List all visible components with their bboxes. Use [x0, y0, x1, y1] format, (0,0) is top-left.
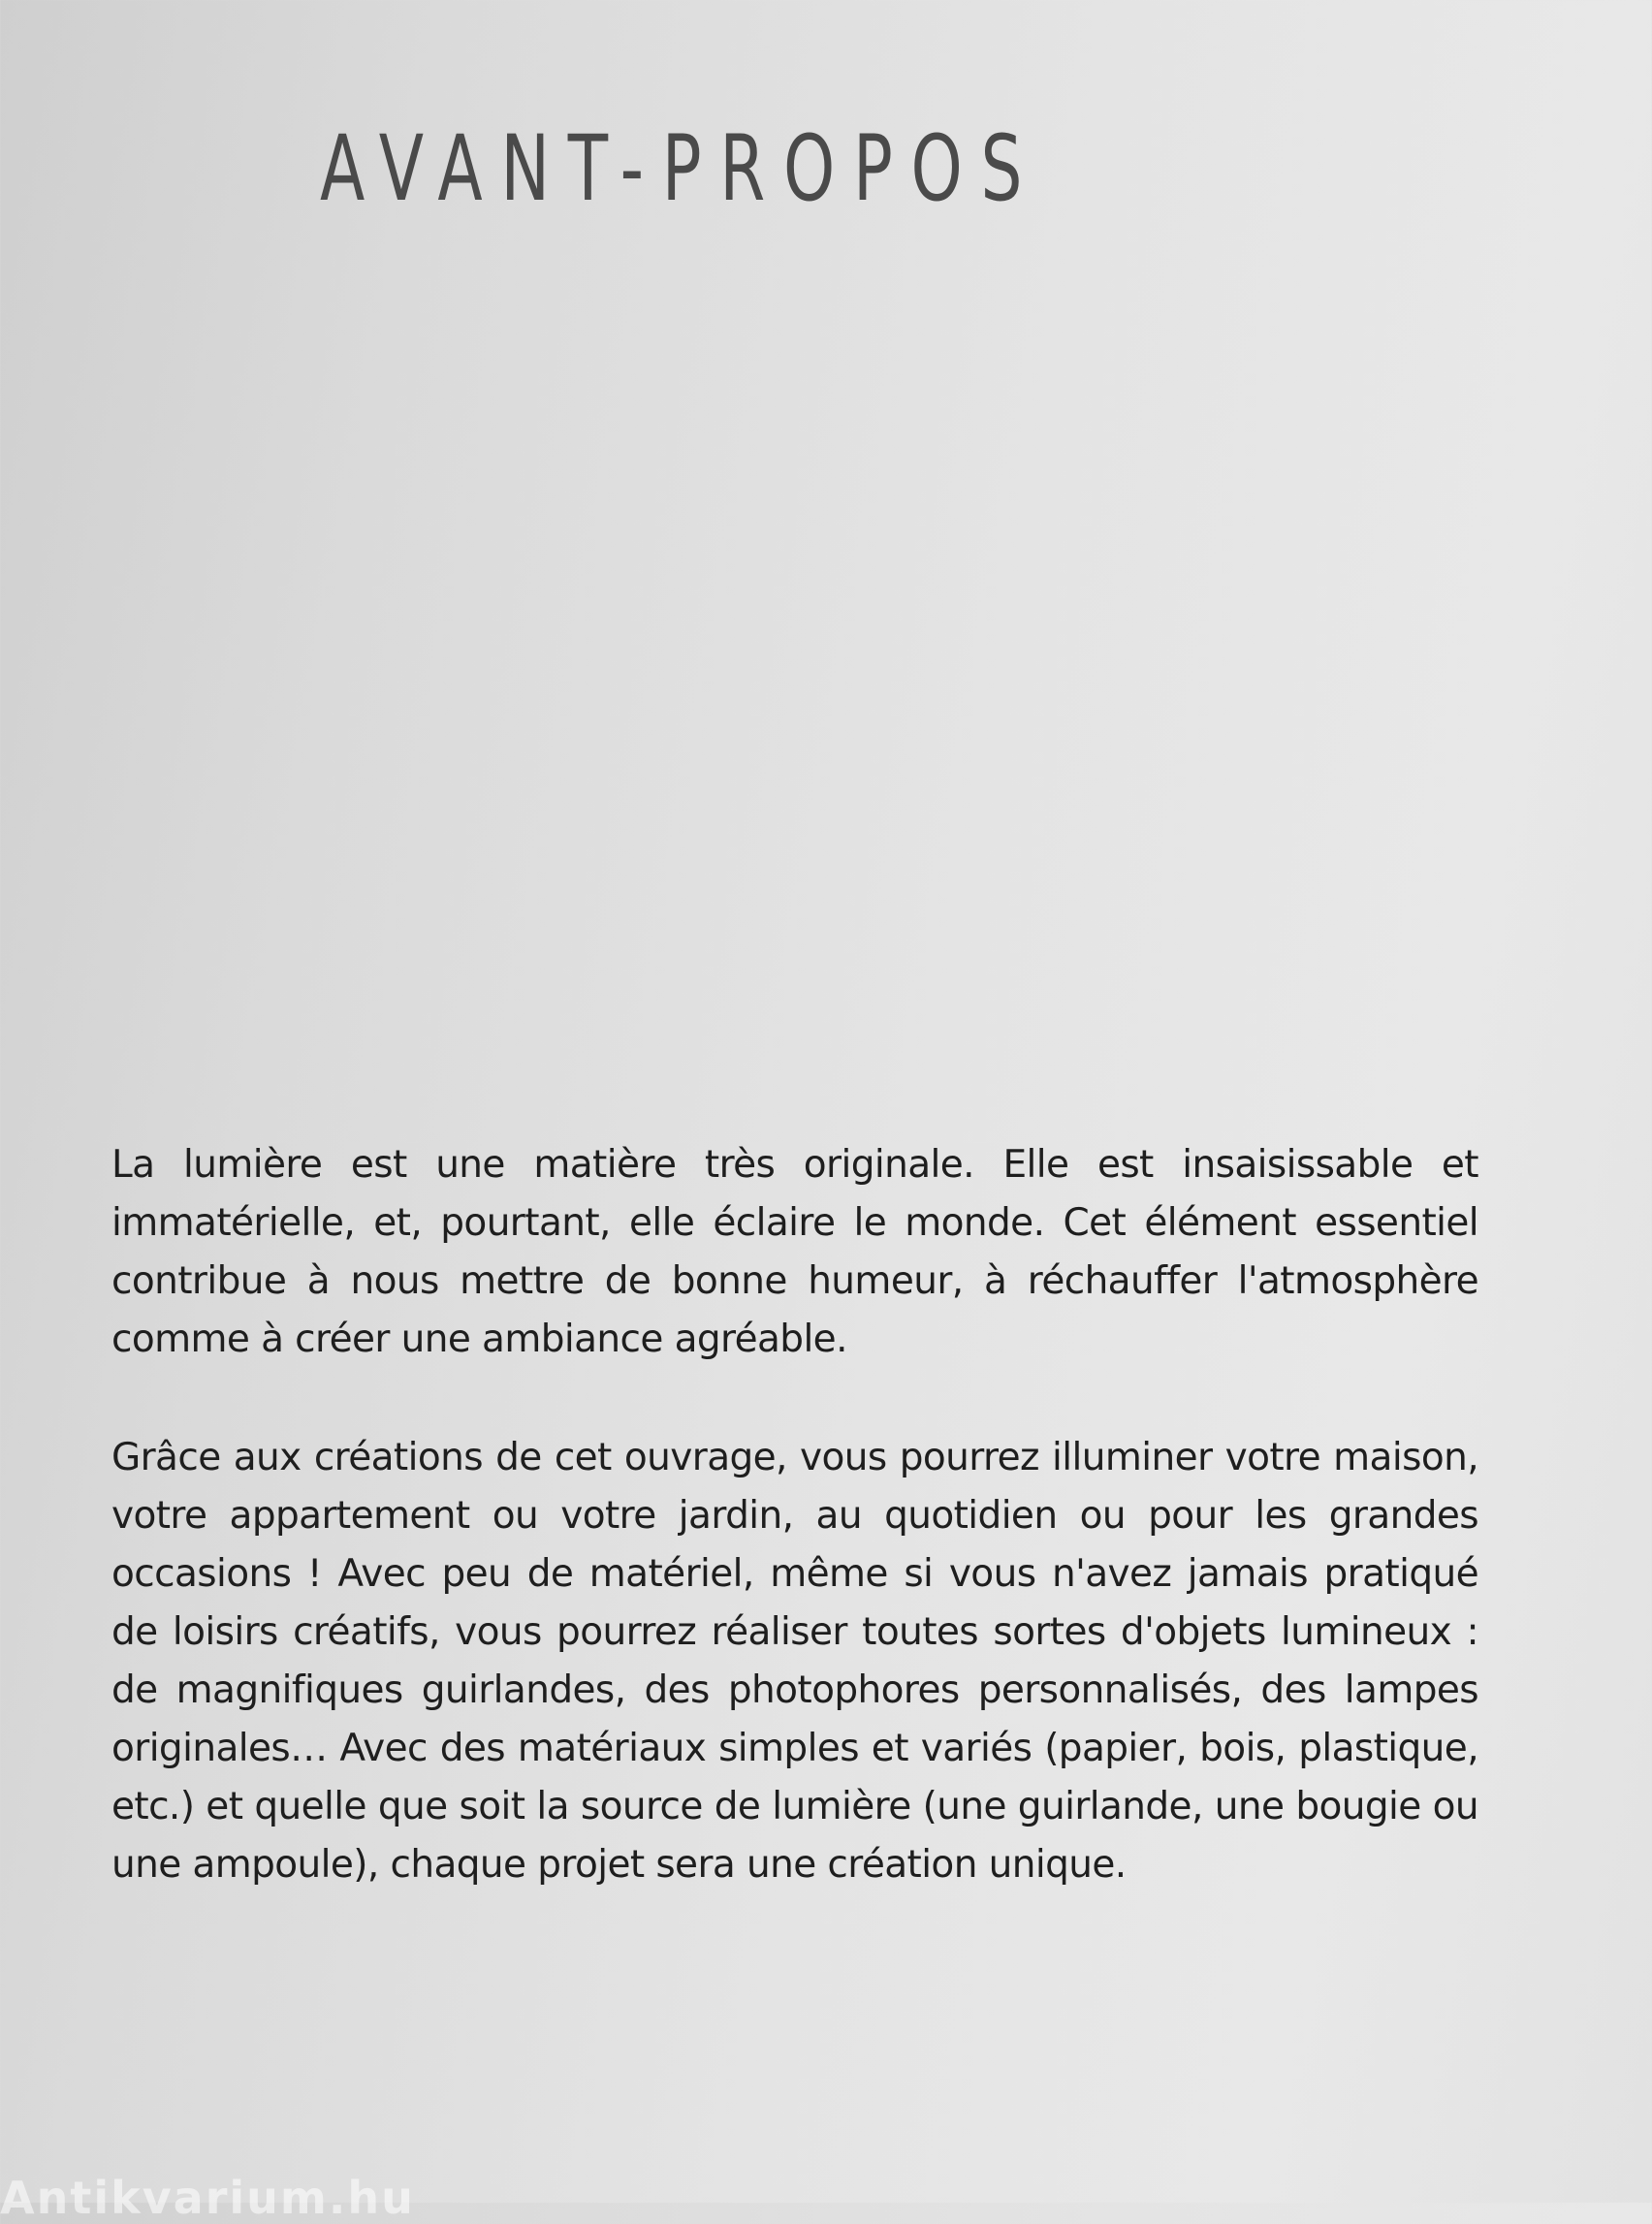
paragraph-1: La lumière est une matière très originale. Elle est insaisissable et immatérielle, et, pourtant, elle éclaire le monde. Cet élément essentiel contribue à nous mettre de bonne humeur, à réchauffer l'atmosphère comme à créer une ambiance agréable. [111, 1143, 1478, 1361]
body-text [111, 1136, 1478, 1954]
paragraph-2: Grâce aux créations de cet ouvrage, vous pourrez illuminer votre maison, votre appartement ou votre jardin, au quotidien ou pour les grandes occasions ! Avec peu de matériel, même si vous n'avez jamais pratiqué de loisirs créatifs, vous pourrez réaliser toutes sortes d'objets lumineux : de magnifiques guirlandes, des photophores personnalisés, des lampes originales… Avec des matériaux simples et variés (papier, bois, plastique, etc.) et quelle que soit la source de lumière (une guirlande, une bougie ou une ampoule), chaque projet sera une création unique. [111, 1436, 1478, 1887]
watermark: Antikvarium.hu [0, 2172, 415, 2224]
page-title: AVANT-PROPOS [320, 116, 1041, 222]
